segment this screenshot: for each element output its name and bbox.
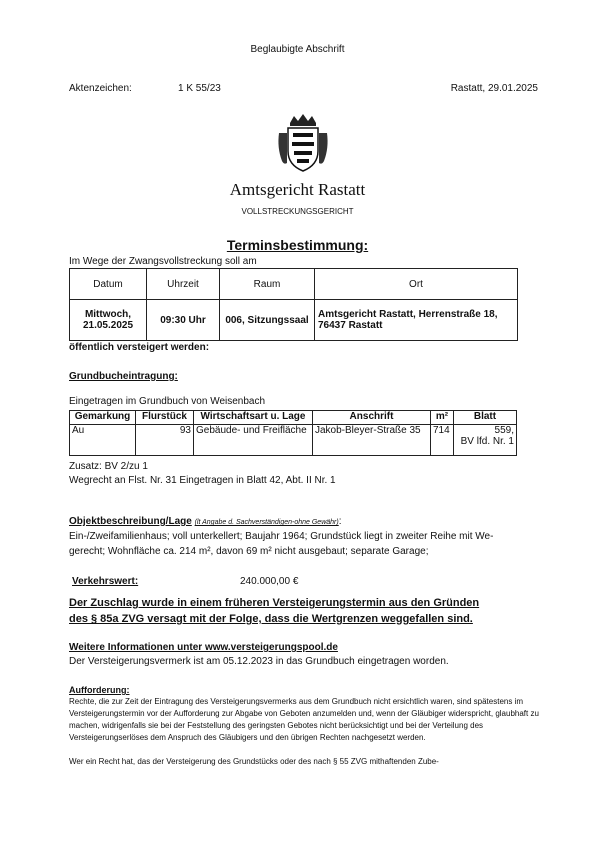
request-paragraph-2: Wer ein Recht hat, das der Versteigerung des Grundstücks oder des nach § 55 ZVG mithaftenden Zube- — [69, 757, 439, 766]
object-description-line1: Ein-/Zweifamilienhaus; voll unterkellert; Baujahr 1964; Grundstück liegt in zweiter Reihe mit We- — [69, 531, 494, 542]
auction-place — [315, 300, 518, 341]
court-department: VOLLSTRECKUNGSGERICHT — [241, 207, 354, 216]
land-register-addition: Zusatz: BV 2/zu 1 — [69, 461, 148, 472]
info-heading[interactable]: Weitere Informationen unter www.versteigerungspool.de — [69, 642, 338, 653]
request-paragraph-1: Rechte, die zur Zeit der Eintragung des Versteigerungsvermerks aus dem Grundbuch nicht ersichtlich waren, sind spätestens im Versteigerungstermin vor der Aufforderung zur Abgabe von Geboten anzumelden und, wenn der Gläubiger widerspricht, glaubhaft zu machen, widrigenfalls sie bei der Feststellung des geringsten Gebotes nicht berücksichtigt und bei der Verteilung des Versteigerungserlöses dem Anspruch des Gläubigers und den übrigen Rechten nachgesetzt werden. — [69, 697, 539, 742]
place-date: Rastatt, 29.01.2025 — [450, 83, 538, 94]
court-name: Amtsgericht Rastatt — [229, 180, 366, 199]
schedule-header-cell: Ort — [315, 269, 518, 300]
land-register-header-cell: Blatt — [454, 411, 517, 425]
auction-date — [70, 300, 147, 341]
land-register-header-cell: Anschrift — [313, 411, 431, 425]
blatt-cell — [454, 425, 517, 456]
object-heading-label: Objektbeschreibung/Lage — [69, 516, 192, 527]
object-heading-note: (lt Angabe d. Sachverständigen-ohne Gewähr) — [194, 519, 339, 526]
land-register-header-row — [70, 411, 517, 425]
document-header-title: Beglaubigte Abschrift — [250, 44, 345, 55]
land-register-source: Eingetragen im Grundbuch von Weisenbach — [69, 396, 266, 407]
schedule-header-cell: Raum — [220, 269, 315, 300]
auction-notice-line1: Der Zuschlag wurde in einem früheren Versteigerungstermin aus den Gründen — [69, 597, 480, 609]
gemarkung-cell: Au — [70, 425, 136, 456]
object-heading-colon: : — [338, 516, 342, 527]
auction-weekday: Mittwoch, — [84, 309, 132, 320]
auction-date-value: 21.05.2025 — [82, 320, 134, 331]
blatt-bv: BV lfd. Nr. 1 — [460, 436, 514, 447]
schedule-header-cell: Datum — [70, 269, 147, 300]
auction-place-line2: 76437 Rastatt — [318, 320, 383, 331]
object-description-line2: gerecht; Wohnfläche ca. 214 m², davon 69 m² nicht ausgebaut; separate Garage; — [69, 546, 429, 557]
land-register-heading: Grundbucheintragung: — [69, 371, 178, 382]
info-line: Der Versteigerungsvermerk ist am 05.12.2023 in das Grundbuch eingetragen worden. — [69, 656, 449, 667]
land-register-table — [69, 410, 517, 456]
area-cell: 714 — [431, 425, 454, 456]
auction-note: öffentlich versteigert werden: — [69, 342, 210, 353]
coat-of-arms-icon — [276, 113, 330, 175]
land-register-header-cell: Wirtschaftsart u. Lage — [194, 411, 313, 425]
auction-place-line1: Amtsgericht Rastatt, Herrenstraße 18, — [318, 309, 498, 320]
right-of-way: Wegrecht an Flst. Nr. 31 Eingetragen in Blatt 42, Abt. II Nr. 1 — [69, 475, 336, 486]
auction-notice-line2: des § 85a ZVG versagt mit der Folge, dass die Wertgrenzen weggefallen sind. — [69, 613, 473, 625]
schedule-header-cell: Uhrzeit — [147, 269, 220, 300]
case-number: 1 K 55/23 — [178, 83, 221, 94]
object-heading — [69, 516, 341, 527]
auction-time: 09:30 Uhr — [147, 300, 220, 341]
schedule-table — [69, 268, 518, 341]
land-register-header-cell: m² — [431, 411, 454, 425]
schedule-header-row — [70, 269, 518, 300]
anschrift-cell: Jakob-Bleyer-Straße 35 — [313, 425, 431, 456]
market-value-label: Verkehrswert: — [72, 576, 139, 587]
document-heading: Terminsbestimmung: — [226, 237, 369, 253]
market-value-amount: 240.000,00 € — [240, 576, 299, 587]
wirtschaftsart-cell: Gebäude- und Freifläche — [194, 425, 313, 456]
auction-room: 006, Sitzungssaal — [220, 300, 315, 341]
blatt-number: 559, — [494, 425, 514, 436]
request-heading: Aufforderung: — [69, 685, 130, 695]
land-register-header-cell: Flurstück — [136, 411, 194, 425]
schedule-value-row — [70, 300, 518, 341]
intro-text: Im Wege der Zwangsvollstreckung soll am — [69, 256, 257, 267]
land-register-row — [70, 425, 517, 456]
case-number-label: Aktenzeichen: — [69, 83, 132, 94]
flurstueck-cell: 93 — [136, 425, 194, 456]
land-register-header-cell: Gemarkung — [70, 411, 136, 425]
